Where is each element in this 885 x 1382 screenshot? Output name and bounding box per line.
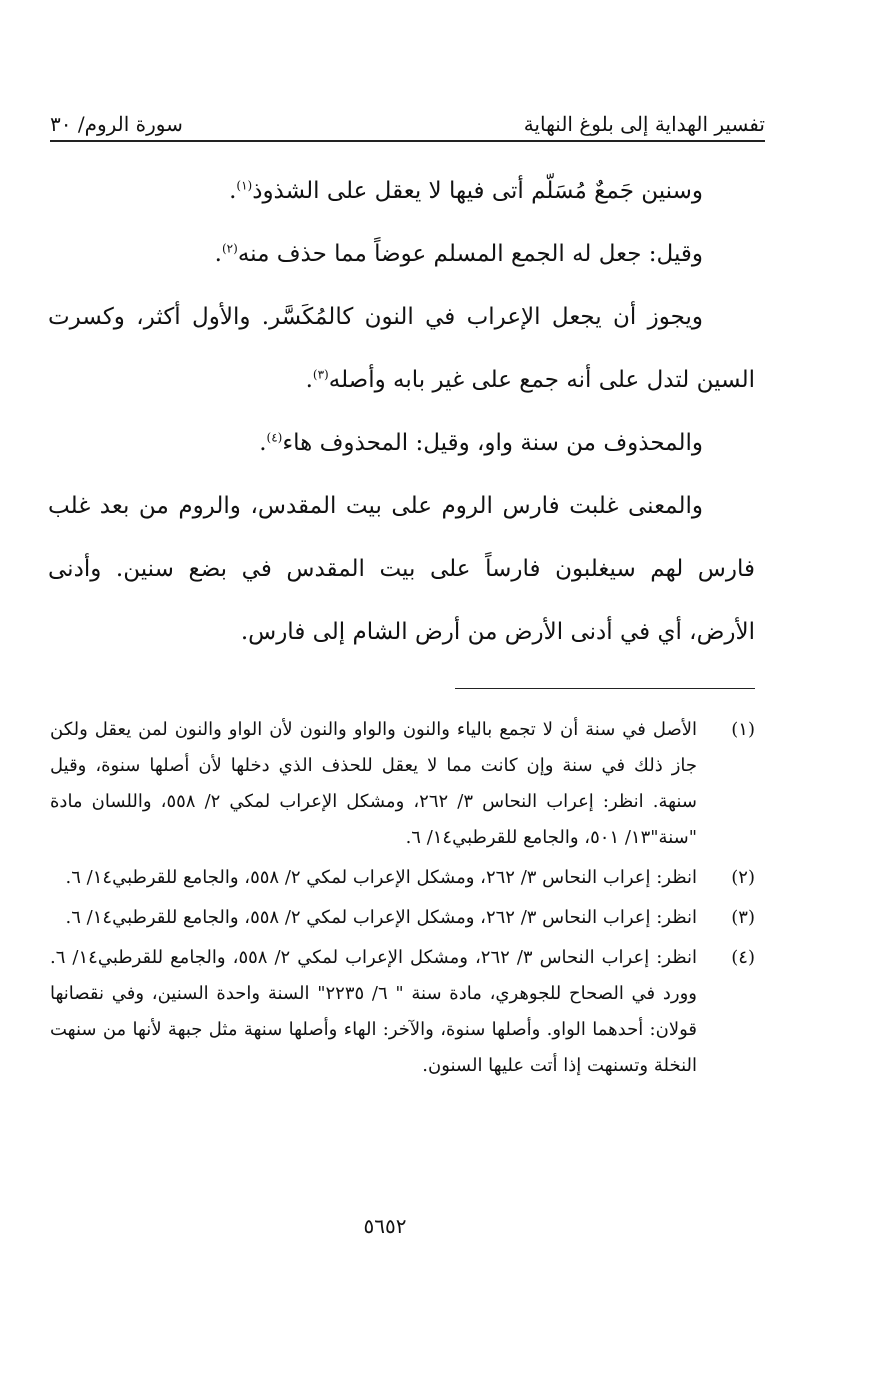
footnotes xyxy=(50,712,755,1088)
paragraph-text: والمحذوف من سنة واو، وقيل: المحذوف هاء xyxy=(282,430,703,456)
paragraph-text: والمعنى غلبت فارس الروم على بيت المقدس، والروم من بعد غلب فارس لهم سيغلبون فارساً على بيت المقدس في بضع سنين. وأدنى الأرض، أي في أدنى الأرض من أرض الشام إلى فارس. xyxy=(48,493,755,645)
paragraph-end: . xyxy=(259,430,267,456)
footnote-text: الأصل في سنة أن لا تجمع بالياء والنون والواو والنون لأن الواو والنون لمن يعقل ولكن جاز ذلك في سنة وإن كانت مما لا يعقل للحذف الذي دخلها لأن أصلها سنوة، وقيل سنهة. انظر: إعراب النحاس ٣/ ٢٦٢، ومشكل الإعراب لمكي ٢/ ٥٥٨، واللسان مادة "سنة"١٣/ ٥٠١، والجامع للقرطبي١٤/ ٦. xyxy=(50,719,697,848)
running-header xyxy=(50,92,765,142)
footnote xyxy=(50,900,755,936)
footnote-text: انظر: إعراب النحاس ٣/ ٢٦٢، ومشكل الإعراب لمكي ٢/ ٥٥٨، والجامع للقرطبي١٤/ ٦. xyxy=(65,907,697,928)
footnote-number: (١) xyxy=(731,719,755,740)
paragraph-text: وسنين جَمعٌ مُسَلّم أتى فيها لا يعقل على الشذوذ xyxy=(252,178,703,204)
footnote-number: (٣) xyxy=(731,907,755,928)
footnote xyxy=(50,940,755,1084)
paragraph xyxy=(48,223,755,286)
book-title: تفسير الهداية إلى بلوغ النهاية xyxy=(523,112,765,136)
paragraph xyxy=(48,475,755,664)
paragraph-text: ويجوز أن يجعل الإعراب في النون كالمُكَسَّر. والأول أكثر، وكسرت السين لتدل على أنه جمع على غير بابه وأصله xyxy=(48,304,755,393)
paragraph-end: . xyxy=(229,178,237,204)
surah-reference: سورة الروم/ ٣٠ xyxy=(50,112,183,136)
footnote-number: (٢) xyxy=(731,867,755,888)
paragraph-text: وقيل: جعل له الجمع المسلم عوضاً مما حذف منه xyxy=(237,241,703,267)
paragraph xyxy=(48,412,755,475)
footnote-ref: (١) xyxy=(236,178,253,193)
paragraph-end: . xyxy=(305,367,313,393)
paragraph xyxy=(48,286,755,412)
footnote-separator xyxy=(455,688,755,689)
page-number: ٥٦٥٢ xyxy=(363,1214,407,1238)
paragraph xyxy=(48,160,755,223)
footnote-text: انظر: إعراب النحاس ٣/ ٢٦٢، ومشكل الإعراب لمكي ٢/ ٥٥٨، والجامع للقرطبي١٤/ ٦. xyxy=(65,867,697,888)
footnote-ref: (٣) xyxy=(312,367,329,382)
paragraph-end: . xyxy=(214,241,222,267)
footnote-ref: (٢) xyxy=(221,241,238,256)
footnote xyxy=(50,860,755,896)
footnote-number: (٤) xyxy=(731,947,755,968)
footnote-ref: (٤) xyxy=(266,430,283,445)
main-text xyxy=(48,160,755,664)
footnote-text: انظر: إعراب النحاس ٣/ ٢٦٢، ومشكل الإعراب لمكي ٢/ ٥٥٨، والجامع للقرطبي١٤/ ٦. وورد في الصحاح للجوهري، مادة سنة " ٦/ ٢٢٣٥" السنة واحدة السنين، وفي نقصانها قولان: أحدهما الواو. وأصلها سنوة، والآخر: الهاء وأصلها سنهة مثل جبهة لأنها من سنهت النخلة وتسنهت إذا أتت عليها السنون. xyxy=(50,947,697,1076)
footnote xyxy=(50,712,755,856)
